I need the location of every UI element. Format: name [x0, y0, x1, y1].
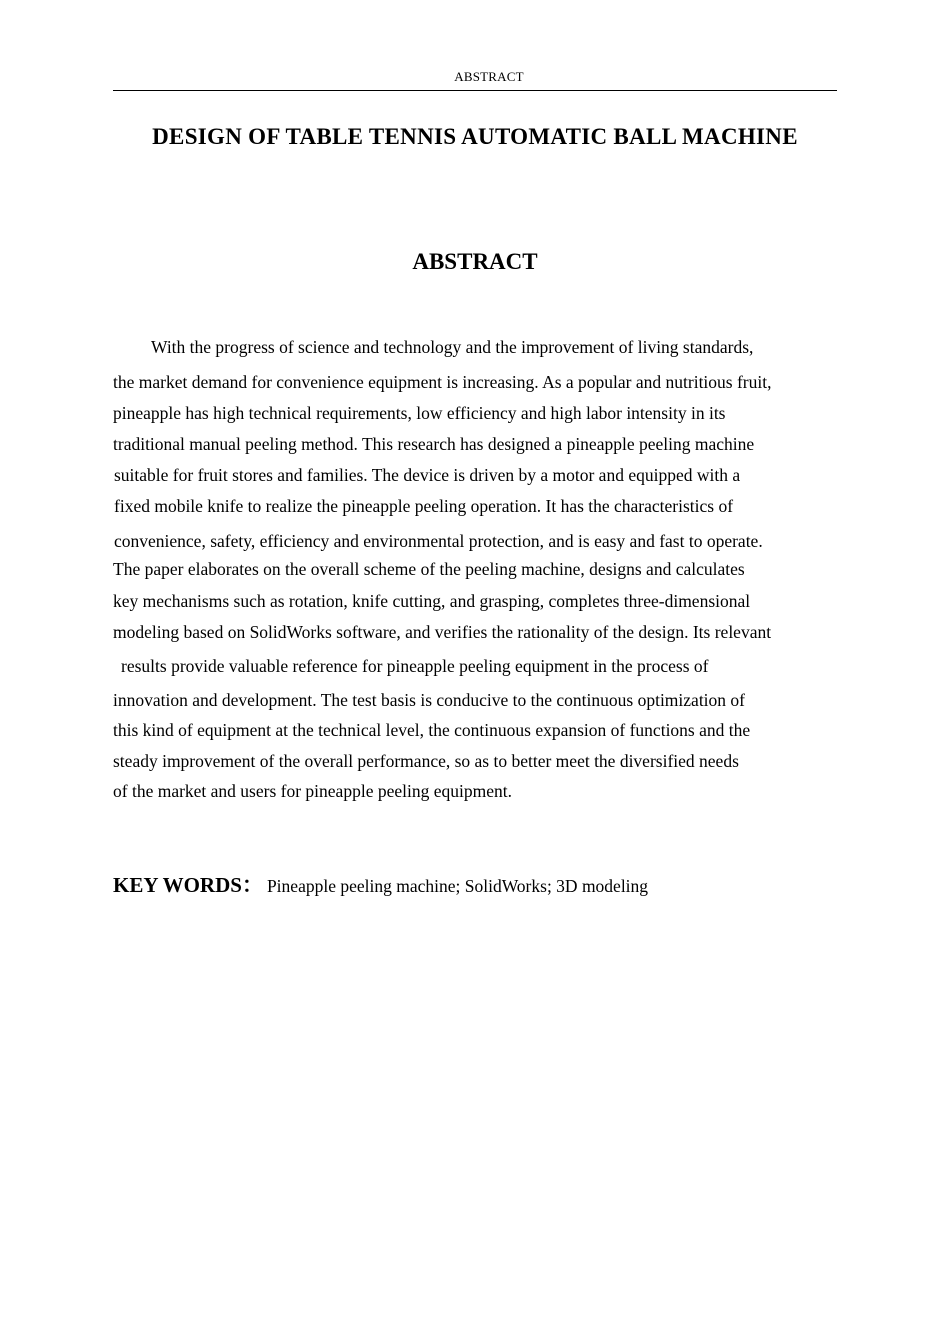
header-divider — [113, 90, 837, 91]
abstract-line: With the progress of science and technology and the improvement of living standards, — [151, 337, 754, 357]
abstract-line: steady improvement of the overall performance, so as to better meet the diversified needs — [113, 751, 739, 771]
abstract-line: fixed mobile knife to realize the pineapple peeling operation. It has the characteristics of — [114, 496, 734, 516]
thesis-title: DESIGN OF TABLE TENNIS AUTOMATIC BALL MACHINE — [152, 124, 798, 149]
abstract-line: suitable for fruit stores and families. The device is driven by a motor and equipped with a — [114, 465, 741, 485]
abstract-line: The paper elaborates on the overall scheme of the peeling machine, designs and calculates — [113, 559, 745, 579]
abstract-line: convenience, safety, efficiency and environmental protection, and is easy and fast to operate. — [114, 531, 763, 551]
running-header: ABSTRACT — [454, 69, 524, 84]
abstract-line: results provide valuable reference for pineapple peeling equipment in the process of — [121, 656, 709, 676]
abstract-line: key mechanisms such as rotation, knife cutting, and grasping, completes three-dimensional — [113, 591, 751, 611]
abstract-line: traditional manual peeling method. This research has designed a pineapple peeling machine — [113, 434, 755, 454]
abstract-line: pineapple has high technical requirements, low efficiency and high labor intensity in its — [113, 403, 726, 423]
keywords-value: Pineapple peeling machine; SolidWorks; 3D modeling — [266, 876, 649, 896]
abstract-line: this kind of equipment at the technical level, the continuous expansion of functions and the — [113, 720, 751, 740]
abstract-line: modeling based on SolidWorks software, and verifies the rationality of the design. Its relevant — [113, 622, 772, 642]
abstract-line: of the market and users for pineapple peeling equipment. — [113, 781, 512, 801]
abstract-line: innovation and development. The test basis is conducive to the continuous optimization of — [113, 690, 745, 710]
keywords — [113, 869, 648, 899]
keywords-label: KEY WORDS： — [113, 873, 263, 897]
abstract-line: the market demand for convenience equipment is increasing. As a popular and nutritious fruit, — [113, 372, 772, 392]
abstract-heading: ABSTRACT — [412, 249, 538, 274]
